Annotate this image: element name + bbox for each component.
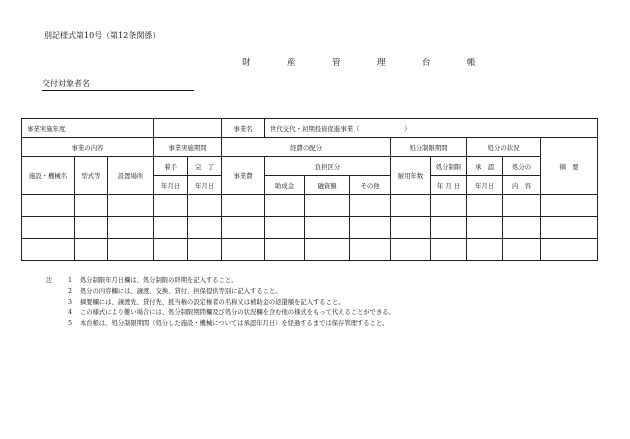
model-header: 型式等 (75, 157, 108, 195)
finish-date-subheader: 年月日 (188, 176, 222, 195)
limit-period-group-header: 処分制限期間 (391, 138, 467, 157)
table-row (22, 217, 598, 239)
note-text: 処分制限年月日欄は、処分制限の終期を記入すること。 (80, 277, 238, 284)
subsidy-header: 助成金 (265, 176, 305, 195)
note-text: 本台帳は、処分制限期間（処分した施設・機械については承認年月日）を経過するまでは保存管理すること。 (80, 320, 389, 328)
fiscal-year-label: 事業実施年度 (22, 119, 154, 138)
limit-date-subheader: 年 月 日 (431, 176, 467, 195)
group-header-row (22, 138, 598, 157)
approval-date-subheader: 年月日 (467, 176, 503, 195)
column-header-row (22, 157, 598, 176)
project-info-row (22, 119, 598, 138)
note-number: 2 (68, 287, 73, 295)
project-name-label: 事業名 (222, 119, 265, 138)
period-group-header: 事業実施期間 (154, 138, 222, 157)
finish-date-header: 完 了 (188, 157, 222, 176)
approval-date-header: 承 認 (467, 157, 503, 176)
note-text: 処分の内容欄には、譲渡、交換、貸付、担保提供等別に記入すること。 (80, 287, 282, 295)
disposal-content-subheader: 内 容 (503, 176, 541, 195)
limit-date-header: 処分制限 (431, 157, 467, 176)
table-row (22, 195, 598, 217)
note-number: 3 (68, 298, 73, 306)
disposal-status-group-header: 処分の状況 (467, 138, 541, 157)
note-text: 摘要欄には、譲渡先、貸付先、抵当権の設定権者の名称又は補助金の返還額を記入すること。 (80, 298, 345, 306)
note-item (46, 298, 395, 309)
note-item (46, 276, 395, 287)
project-cost-header: 事業費 (222, 157, 265, 195)
note-item (46, 287, 395, 298)
note-number: 1 (68, 277, 73, 284)
fiscal-year-value (154, 119, 222, 138)
content-group-header: 事業の内容 (22, 138, 154, 157)
disposal-content-header: 処分の (503, 157, 541, 176)
location-header: 設置場所 (108, 157, 154, 195)
note-number: 4 (68, 309, 73, 317)
asset-ledger-table (21, 118, 598, 261)
note-item (46, 319, 395, 330)
cost-group-header: 経費の配分 (222, 138, 391, 157)
note-text: この様式により難い場合には、処分制限期間欄及び処分の状況欄を含む他の様式をもって代えることができる。 (80, 309, 395, 317)
start-date-header: 着手 (154, 157, 188, 176)
note-item (46, 308, 395, 319)
form-number: 別記様式第10号（第12条関係） (44, 31, 161, 40)
start-date-subheader: 年月日 (154, 176, 188, 195)
table-row (22, 239, 598, 261)
note-number: 5 (68, 320, 73, 328)
other-header: その他 (350, 176, 391, 195)
burden-group-header: 負担区分 (265, 157, 391, 176)
notes-label: 注 (46, 277, 53, 284)
recipient-name-field: 交付対象者名 (42, 78, 194, 91)
document-title: 財 産 管 理 台 帳 (242, 58, 490, 68)
loan-header: 融資額 (305, 176, 350, 195)
notes-section (46, 276, 395, 330)
project-name-value: 世代交代・初期投資促進事業（ ） (265, 119, 598, 138)
facility-name-header: 施設・機械名 (22, 157, 75, 195)
remarks-header: 摘 要 (541, 138, 598, 195)
useful-life-header: 耐用年数 (391, 157, 431, 195)
